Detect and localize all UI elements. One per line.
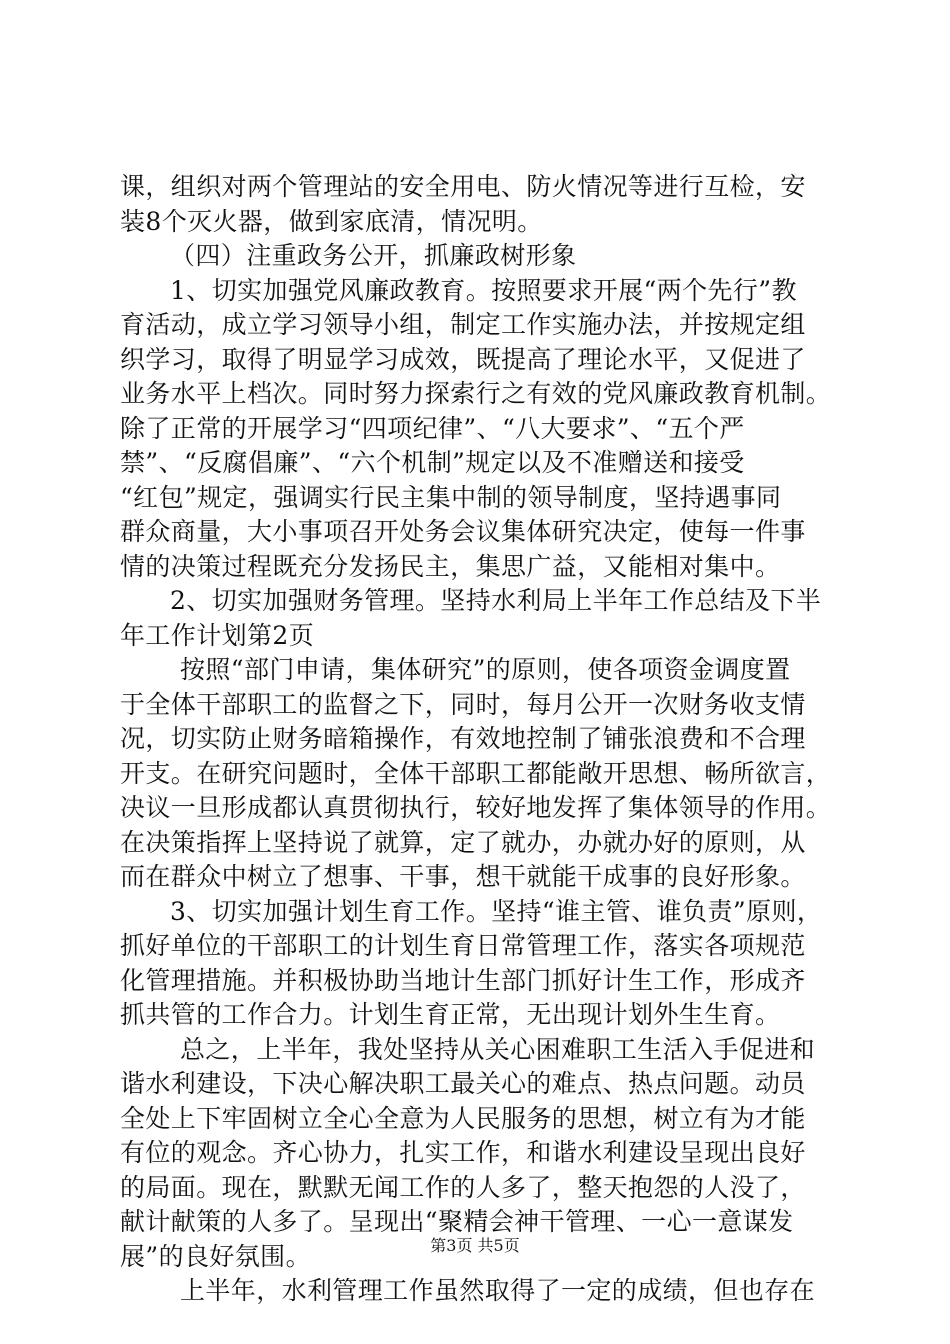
- text-line: 展”的良好氛围。: [120, 1241, 311, 1271]
- text-line: “红包”规定，强调实行民主集中制的领导制度，坚持遇事同: [120, 482, 782, 512]
- text-line: 按照“部门申请，集体研究”的原则，使各项资金调度置: [180, 655, 791, 684]
- text-line: 开支。在研究问题时，全体干部职工都能敞开思想、畅所欲言，: [120, 758, 832, 788]
- text-line: 总之，上半年，我处坚持从关心困难职工生活入手促进和: [180, 1034, 816, 1064]
- text-line: 况，切实防止财务暗箱操作，有效地控制了铺张浪费和不合理: [120, 724, 806, 753]
- text-line: 在决策指挥上坚持说了就算，定了就办，办就办好的原则，从: [120, 827, 806, 857]
- text-line: 情的决策过程既充分发扬民主，集思广益，又能相对集中。: [120, 551, 781, 581]
- text-line: 而在群众中树立了想事、干事，想干就能干成事的良好形象。: [120, 862, 806, 891]
- text-line: 化管理措施。并积极协助当地计生部门抓好计生工作，形成齐: [120, 965, 806, 995]
- text-line: 有位的观念。齐心协力，扎实工作，和谐水利建设呈现出良好: [120, 1138, 806, 1167]
- page-number-footer: 第3页 共5页: [430, 1236, 520, 1255]
- text-line: 群众商量，大小事项召开处务会议集体研究决定，使每一件事: [120, 517, 806, 546]
- text-line: 于全体干部职工的监督之下，同时，每月公开一次财务收支情: [120, 689, 806, 719]
- text-line: 的局面。现在，默默无闻工作的人多了，整天抱怨的人没了，: [120, 1172, 806, 1202]
- text-line: 抓好单位的干部职工的计划生育日常管理工作，落实各项规范: [120, 931, 806, 960]
- text-line: 除了正常的开展学习“四项纪律”、“八大要求”、“五个严: [120, 413, 745, 443]
- text-line: 上半年，水利管理工作虽然取得了一定的成绩，但也存在: [180, 1276, 816, 1305]
- text-line: 献计献策的人多了。呈现出“聚精会神干管理、一心一意谋发: [120, 1207, 794, 1236]
- text-line: 育活动，成立学习领导小组，制定工作实施办法，并按规定组: [120, 310, 806, 339]
- text-line: 全处上下牢固树立全心全意为人民服务的思想，树立有为才能: [120, 1103, 806, 1133]
- text-line: 业务水平上档次。同时努力探索行之有效的党风廉政教育机制。: [120, 379, 832, 408]
- text-line: 课，组织对两个管理站的安全用电、防火情况等进行互检，安: [120, 172, 806, 201]
- document-body: [120, 170, 832, 1309]
- text-line: 2、切实加强财务管理。坚持水利局上半年工作总结及下半: [170, 586, 822, 615]
- text-line: 1、切实加强党风廉政教育。按照要求开展“两个先行”教: [170, 275, 797, 305]
- text-line: 决议一旦形成都认真贯彻执行，较好地发挥了集体领导的作用。: [120, 793, 832, 822]
- section-heading: （四）注重政务公开，抓廉政树形象: [170, 241, 577, 270]
- text-line: 织学习，取得了明显学习成效，既提高了理论水平，又促进了: [120, 344, 806, 374]
- text-line: 禁”、“反腐倡廉”、“六个机制”规定以及不准赠送和接受: [120, 448, 745, 477]
- text-line: 抓共管的工作合力。计划生育正常，无出现计划外生生育。: [120, 1000, 781, 1029]
- text-line: 3、切实加强计划生育工作。坚持“谁主管、谁负责”原则，: [170, 896, 823, 926]
- text-line: 年工作计划第2页: [120, 620, 315, 650]
- text-line: 谐水利建设，下决心解决职工最关心的难点、热点问题。动员: [120, 1069, 806, 1098]
- text-line: 装8个灭火器，做到家底清，情况明。: [120, 206, 543, 236]
